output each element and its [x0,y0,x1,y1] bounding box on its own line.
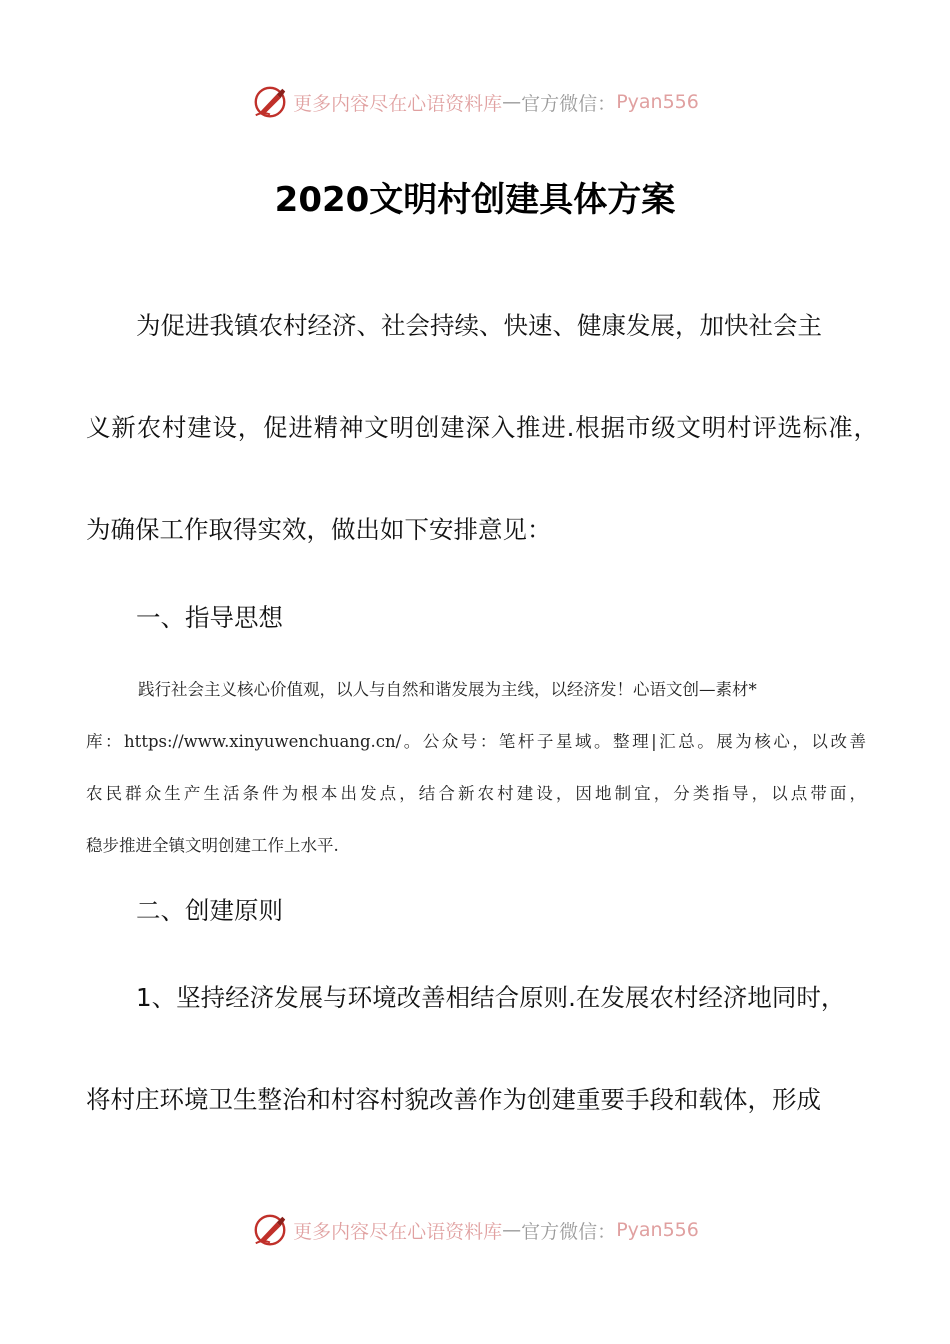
header-banner [0,82,950,122]
section1-line-3: 农民群众生产生活条件为根本出发点，结合新农村建设，因地制宜，分类指导，以点带面， [86,784,866,803]
intro-line-1: 为促进我镇农村经济、社会持续、快速、健康发展，加快社会主 [136,311,822,340]
banner-dash: — [502,91,522,113]
section2-line-1: 1、坚持经济发展与环境改善相结合原则.在发展农村经济地同时， [136,983,846,1012]
banner-wechat-label: 官方微信： [521,1220,617,1243]
footer-banner [0,1210,950,1250]
intro-line-2: 义新农村建设，促进精神文明创建深入推进.根据市级文明村评选标准， [86,413,878,442]
banner-wechat-id: Pyan556 [616,91,699,113]
section1-line-1: 践行社会主义核心价值观，以人与自然和谐发展为主线，以经济发！心语文创—素材* [138,680,757,699]
section2-heading: 二、创建原则 [136,896,283,925]
pen-nib-logo-icon [251,83,289,121]
section1-line-2: 库：https://www.xinyuwenchuang.cn/。公众号：笔杆子星域。整理|汇总。展为核心，以改善 [86,732,866,751]
section1-heading: 一、指导思想 [136,603,283,632]
pen-nib-logo-icon [251,1211,289,1249]
banner-wechat-id: Pyan556 [616,1219,699,1241]
banner-text: 更多内容尽在心语资料库 [293,1220,503,1243]
section2-line-2: 将村庄环境卫生整治和村容村貌改善作为创建重要手段和载体，形成 [86,1085,821,1114]
page-title: 2020文明村创建具体方案 [274,180,676,220]
banner-text: 更多内容尽在心语资料库 [293,92,503,115]
section1-line-4: 稳步推进全镇文明创建工作上水平. [86,836,339,855]
banner-dash: — [502,1219,522,1241]
intro-line-3: 为确保工作取得实效，做出如下安排意见： [86,515,552,544]
banner-wechat-label: 官方微信： [521,92,617,115]
